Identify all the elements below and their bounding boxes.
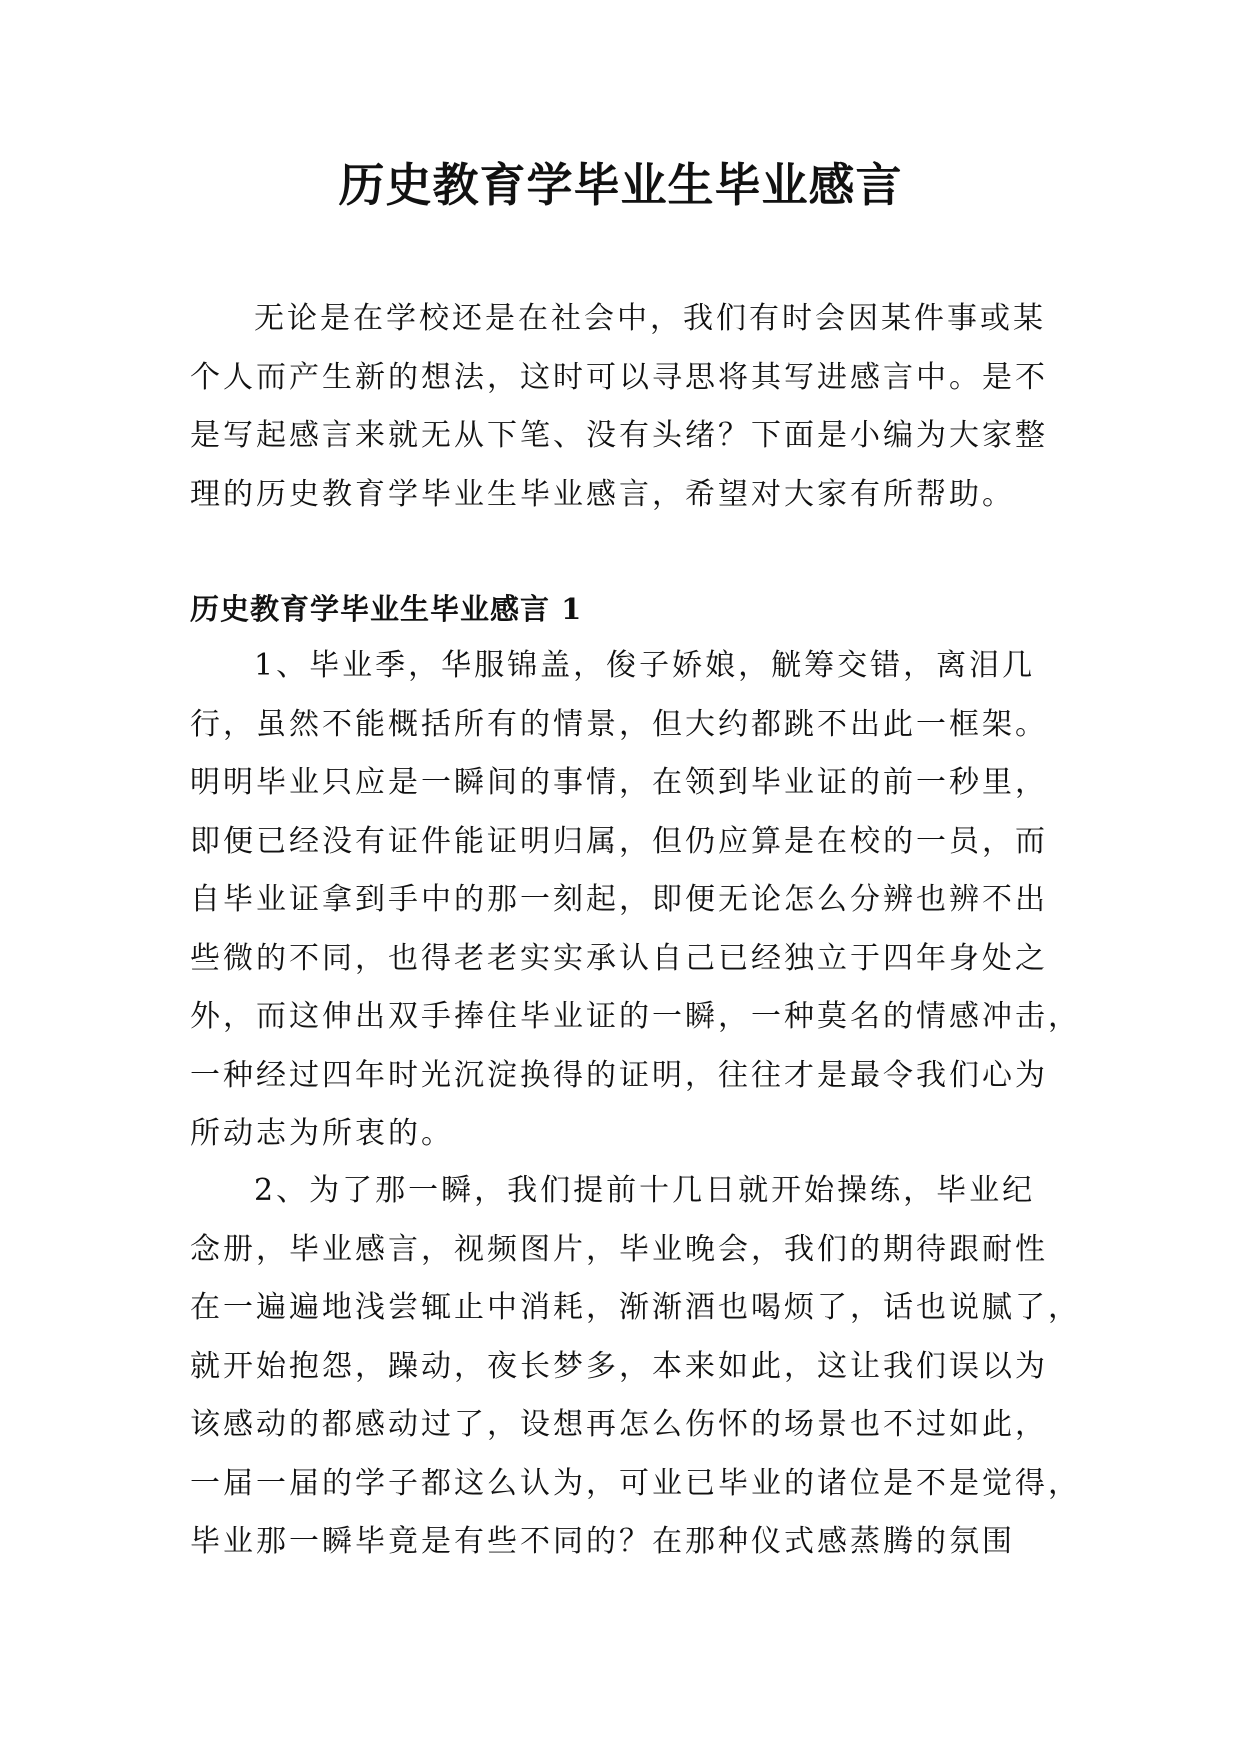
- paragraph-line: 些微的不同，也得老老实实承认自己已经独立于四年身处之: [190, 940, 1048, 976]
- paragraph-1: [190, 637, 1081, 1164]
- intro-line: 是写起感言来就无从下笔、没有头绪？下面是小编为大家整: [190, 418, 1048, 453]
- paragraph-line: 一届一届的学子都这么认为，可业已毕业的诸位是不是觉得，: [190, 1465, 1081, 1501]
- paragraph-line: 1、毕业季，华服锦盖，俊子娇娘，觥筹交错，离泪几: [254, 648, 1036, 683]
- paragraph-line: 一种经过四年时光沉淀换得的证明，往往才是最令我们心为: [190, 1057, 1048, 1093]
- paragraph-2: [190, 1162, 1081, 1572]
- paragraph-line: 外，而这伸出双手捧住毕业证的一瞬，一种莫名的情感冲击，: [190, 999, 1081, 1034]
- paragraph-line: 2、为了那一瞬，我们提前十几日就开始操练，毕业纪: [254, 1173, 1036, 1208]
- paragraph-line: 行，虽然不能概括所有的情景，但大约都跳不出此一框架。: [190, 706, 1048, 742]
- intro-line: 无论是在学校还是在社会中，我们有时会因某件事或某: [254, 301, 1046, 336]
- paragraph-line: 即便已经没有证件能证明归属，但仍应算是在校的一员，而: [190, 823, 1048, 859]
- intro-paragraph: [190, 290, 1050, 524]
- intro-line: 理的历史教育学毕业生毕业感言，希望对大家有所帮助。: [190, 476, 1015, 512]
- intro-line: 个人而产生新的想法，这时可以寻思将其写进感言中。是不: [190, 359, 1048, 395]
- paragraph-line: 自毕业证拿到手中的那一刻起，即便无论怎么分辨也辨不出: [190, 882, 1048, 917]
- paragraph-line: 毕业那一瞬毕竟是有些不同的？在那种仪式感蒸腾的氛围: [190, 1524, 1015, 1559]
- paragraph-line: 该感动的都感动过了，设想再怎么伤怀的场景也不过如此，: [190, 1407, 1048, 1442]
- paragraph-line: 所动志为所衷的。: [190, 1116, 454, 1151]
- section-heading: 历史教育学毕业生毕业感言 1: [190, 592, 583, 626]
- document-title: 历史教育学毕业生毕业感言: [338, 158, 903, 212]
- paragraph-line: 念册，毕业感言，视频图片，毕业晚会，我们的期待跟耐性: [190, 1231, 1048, 1267]
- paragraph-line: 在一遍遍地浅尝辄止中消耗，渐渐酒也喝烦了，话也说腻了，: [190, 1290, 1081, 1325]
- paragraph-line: 明明毕业只应是一瞬间的事情，在领到毕业证的前一秒里，: [190, 765, 1048, 800]
- paragraph-line: 就开始抱怨，躁动，夜长梦多，本来如此，这让我们误以为: [190, 1348, 1048, 1384]
